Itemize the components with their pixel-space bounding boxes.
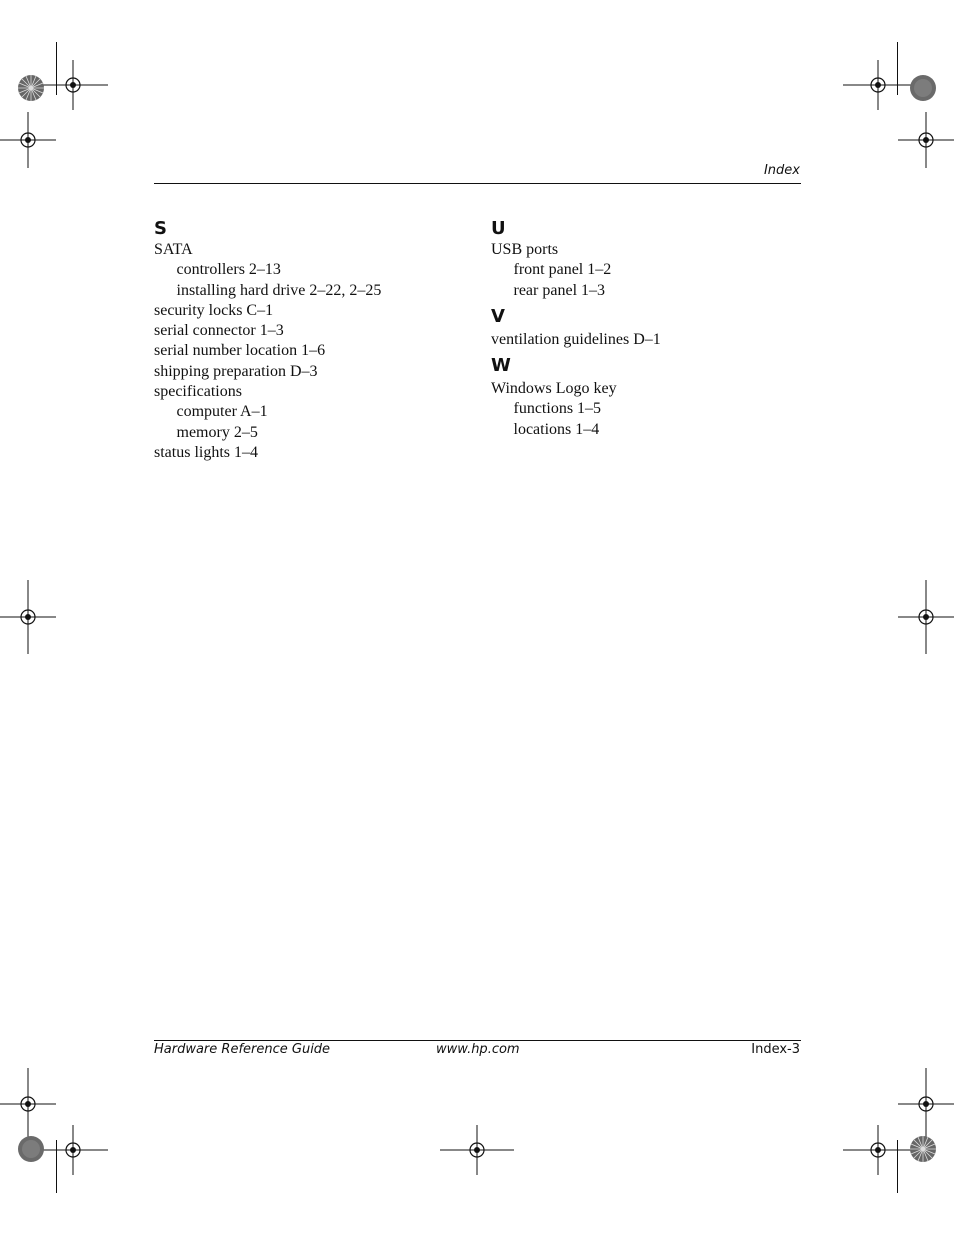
index-subentry: functions 1–5 xyxy=(513,400,602,418)
crosshair-icon xyxy=(898,112,954,168)
gray-disc-icon xyxy=(17,1135,45,1163)
index-subentry: computer A–1 xyxy=(176,403,268,421)
crosshair-icon xyxy=(0,580,56,655)
crosshair-icon xyxy=(843,1125,913,1175)
crosshair-icon xyxy=(0,112,56,168)
index-entry: security locks C–1 xyxy=(154,301,274,319)
running-title: Index xyxy=(763,163,800,178)
starburst-icon xyxy=(909,1135,937,1163)
index-column-right xyxy=(491,219,811,440)
index-entry: USB ports xyxy=(491,241,559,258)
index-subentry: installing hard drive 2–22, 2–25 xyxy=(176,281,382,299)
crop-line xyxy=(897,1140,898,1193)
index-entry: SATA xyxy=(154,241,193,258)
starburst-icon xyxy=(17,74,45,102)
footer-guide-title: Hardware Reference Guide xyxy=(154,1042,331,1057)
index-section-w xyxy=(491,356,811,440)
crop-line xyxy=(56,1140,57,1193)
index-subentry: controllers 2–13 xyxy=(176,261,281,279)
crosshair-icon xyxy=(843,60,913,110)
index-section-v xyxy=(491,307,811,350)
footer-page-number: Index-3 xyxy=(751,1042,800,1057)
index-subentry: locations 1–4 xyxy=(513,420,600,438)
crop-line xyxy=(897,42,898,95)
index-column-left xyxy=(154,219,474,463)
index-subentry: front panel 1–2 xyxy=(513,261,612,279)
header-rule xyxy=(154,183,801,184)
index-section-s xyxy=(154,219,474,463)
index-entry: Windows Logo key xyxy=(491,380,617,398)
index-entry: serial number location 1–6 xyxy=(154,342,326,360)
index-subentry: memory 2–5 xyxy=(176,423,258,441)
crosshair-icon xyxy=(38,60,108,110)
index-section-u xyxy=(491,219,811,301)
index-entry: specifications xyxy=(154,383,242,401)
section-letter: U xyxy=(491,218,506,239)
crosshair-icon xyxy=(898,580,954,655)
index-entry: shipping preparation D–3 xyxy=(154,362,318,380)
section-letter: V xyxy=(491,305,505,327)
footer-website: www.hp.com xyxy=(436,1042,520,1057)
index-subentry: rear panel 1–3 xyxy=(513,281,606,299)
index-entry: status lights 1–4 xyxy=(154,443,259,461)
footer-rule xyxy=(154,1040,801,1041)
section-letter: S xyxy=(154,218,167,239)
crosshair-icon xyxy=(440,1125,514,1175)
index-entry: ventilation guidelines D–1 xyxy=(491,330,661,348)
index-entry: serial connector 1–3 xyxy=(154,322,284,340)
crosshair-icon xyxy=(38,1125,108,1175)
crop-line xyxy=(56,42,57,95)
section-letter: W xyxy=(491,355,511,377)
gray-disc-icon xyxy=(909,74,937,102)
